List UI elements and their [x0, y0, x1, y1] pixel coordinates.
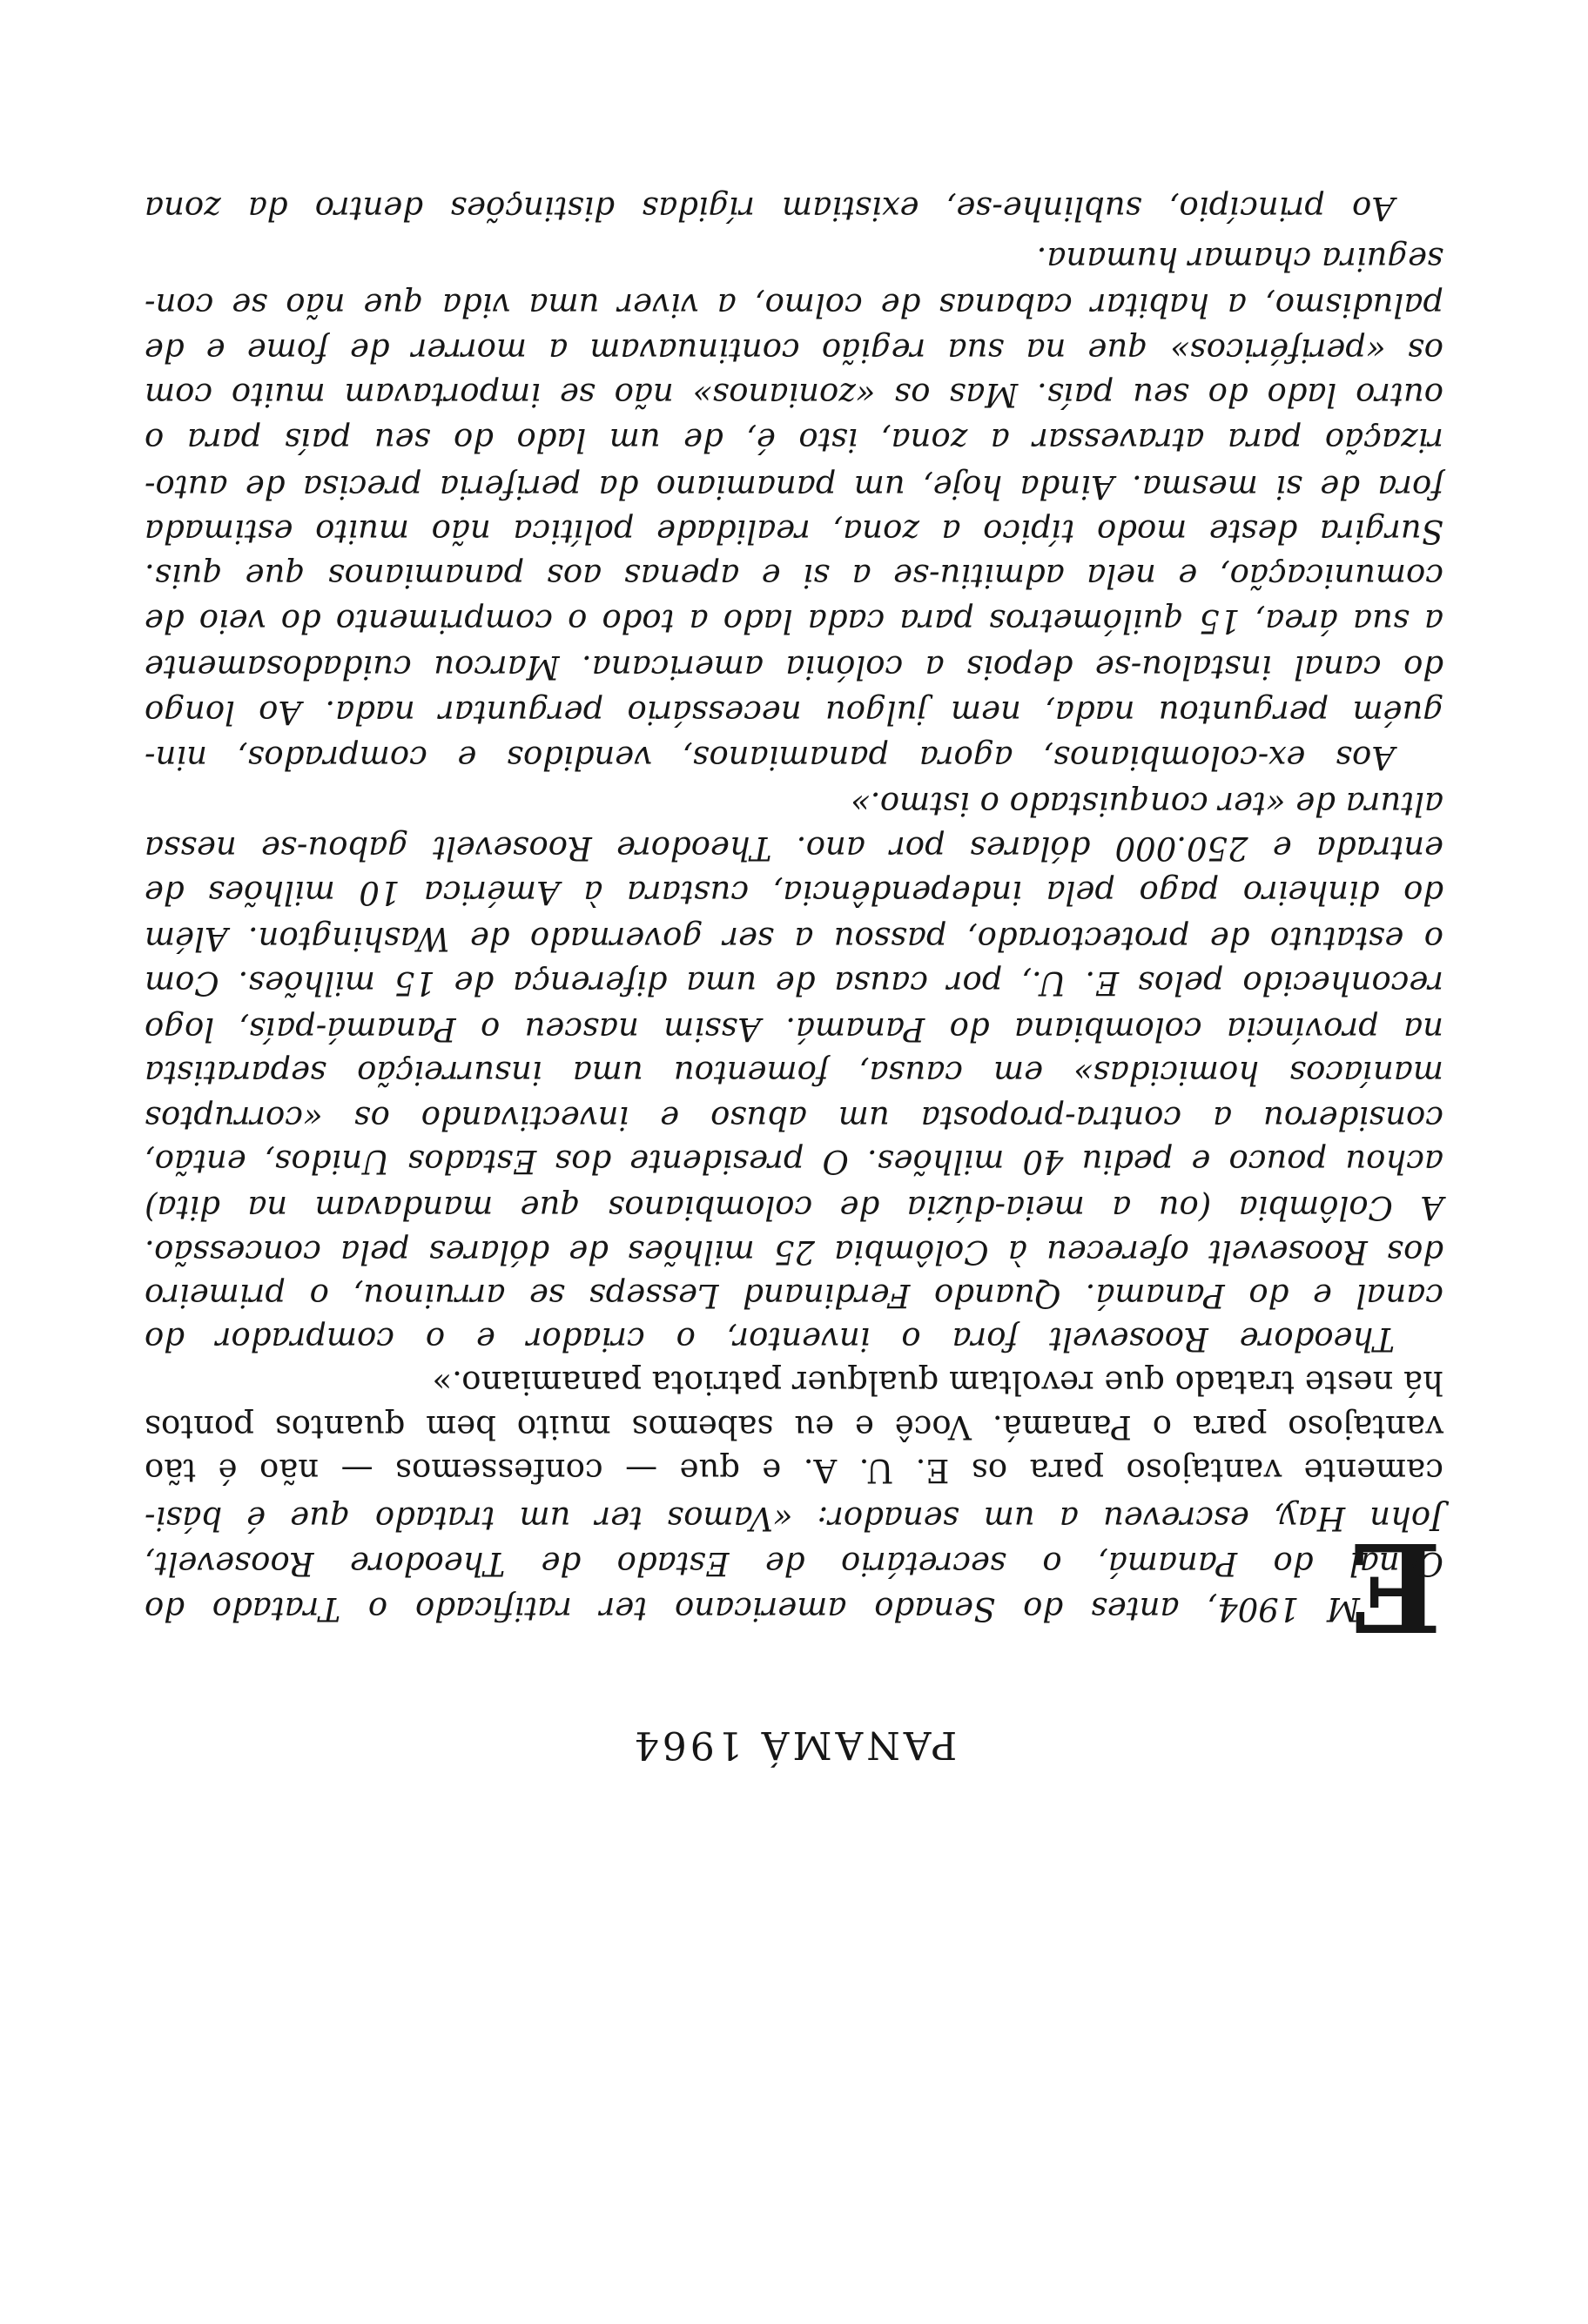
- text-line: reconhecido pelos E. U., por causa de uma diferença de 15 milhões. Com: [145, 964, 1443, 1002]
- text-line: canal e do Panamá. Quando Ferdinand Lesseps se arruinou, o primeiro: [145, 1277, 1443, 1314]
- text-line: John Hay, escreveu a um senador: «Vamos ter um tratado que é bási-: [145, 1500, 1443, 1537]
- text-line: comunicação, e nela admitiu-se a si e apenas aos panamianos que quis.: [145, 557, 1443, 594]
- text-line: Surgira deste modo típico a zona, realidade política não muito estimada: [145, 513, 1443, 550]
- text-line: considerou a contra-proposta um abuso e invectivando os «corruptos: [145, 1099, 1443, 1137]
- text-line: seguira chamar humana.: [1036, 240, 1443, 278]
- text-line: do canal instalou-se depois a colónia americana. Marcou cuidadosamente: [145, 648, 1443, 686]
- text-line: do dinheiro pago pela independência, custara à América 10 milhões de: [145, 874, 1443, 911]
- text-line: achou pouco e pediu 40 milhões. O presidente dos Estados Unidos, então,: [145, 1143, 1443, 1180]
- text-line: Canal do Panamá, o secretário de Estado de Theodore Roosevelt,: [145, 1545, 1443, 1582]
- text-line: altura de «ter conquistado o istmo.»: [851, 785, 1443, 823]
- text-line: A Colômbia (ou a meia-dúzia de colombianos que mandavam na dita): [145, 1189, 1443, 1226]
- text-line: Ao princípio, sublinhe-se, existiam rígidas distinções dentro da zona: [145, 190, 1395, 227]
- text-line: maníacos homicidas» em causa, fomentou uma insurreição separatista: [145, 1054, 1443, 1091]
- page-title: PANAMÁ 1964: [630, 1723, 958, 1767]
- text-line: paludismo, a habitar cabanas de colmo, a viver uma vida que não se con-: [145, 286, 1443, 324]
- drop-cap: E: [1349, 1515, 1442, 1657]
- text-line: entrada e 250.000 dólares por ano. Theodore Roosevelt gabou-se nessa: [145, 830, 1443, 867]
- text-line: outro lado do seu país. Mas os «zonianos» não se importavam muito com: [145, 376, 1443, 413]
- text-line: na província colombiana do Panamá. Assim nasceu o Panamá-país, logo: [145, 1011, 1443, 1048]
- text-line: há neste tratado que revoltam qualquer patriota panamiano.»: [432, 1364, 1443, 1401]
- text-line: os «periféricos» que na sua região continuavam a morrer de fome e de: [145, 332, 1443, 369]
- text-line: o estatuto de protectorado, passou a ser governado de Washington. Além: [145, 920, 1443, 957]
- text-line: fora de si mesma. Ainda hoje, um panamiano da periferia precisa de auto-: [145, 468, 1443, 506]
- text-line: a sua área, 15 quilómetros para cada lado a todo o comprimento do veio de: [145, 602, 1443, 640]
- text-line: M 1904, antes do Senado americano ter ratificado o Tratado do: [145, 1590, 1360, 1628]
- text-line: Aos ex-colombianos, agora panamianos, vendidos e comprados, nin-: [145, 739, 1395, 776]
- text-line: guém perguntou nada, nem julgou necessário perguntar nada. Ao longo: [145, 694, 1443, 731]
- text-line: dos Roosevelt ofereceu à Colômbia 25 milhões de dólares pela concessão.: [145, 1233, 1443, 1271]
- text-line: camente vantajoso para os E. U. A. e que — confessemos — não é tão: [145, 1452, 1443, 1489]
- text-line: rização para atravessar a zona, isto é, de um lado do seu país para o: [145, 421, 1443, 459]
- text-line: vantajoso para o Panamá. Você e eu sabemos muito bem quantos pontos: [145, 1408, 1443, 1446]
- text-line: Theodore Roosevelt fora o inventor, o criador e o comprador do: [145, 1320, 1395, 1358]
